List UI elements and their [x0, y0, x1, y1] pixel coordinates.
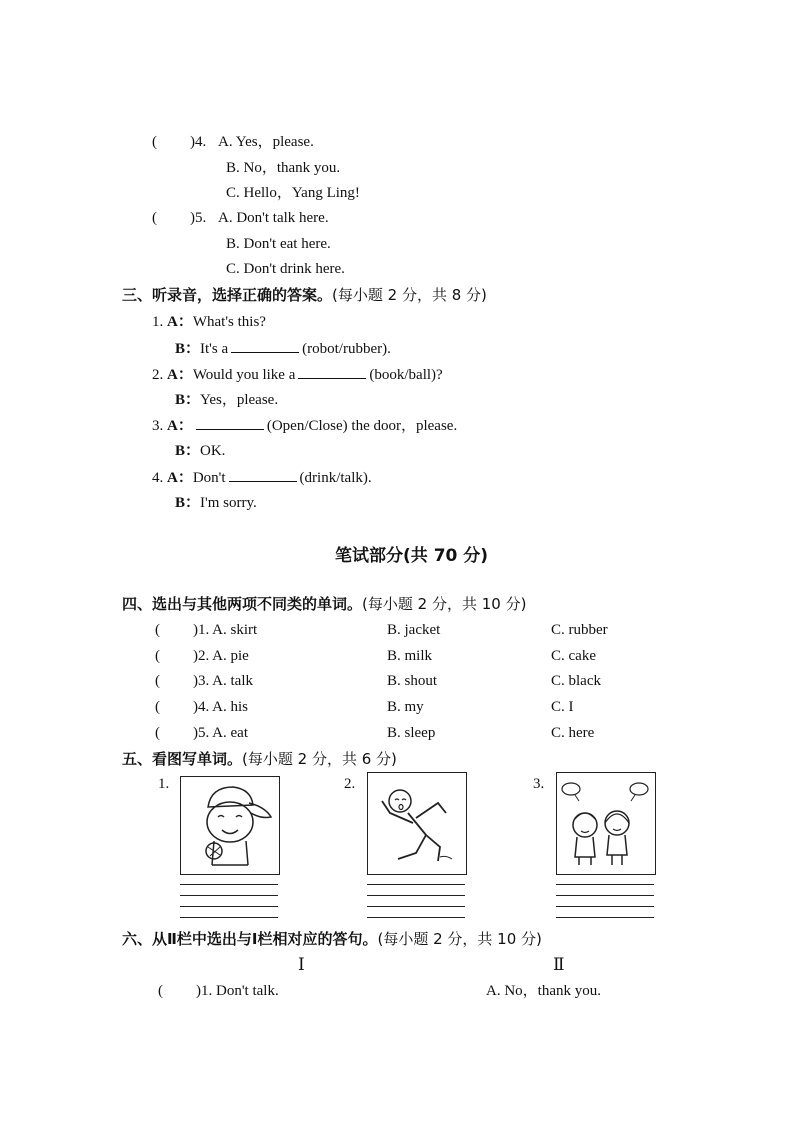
- q4-option-b: B. No，thank you.: [226, 160, 341, 176]
- section6-title: 六、从Ⅱ栏中选出与Ⅰ栏相对应的答句。: [122, 930, 378, 948]
- s6-row1-answer: A. No，thank you.: [486, 983, 601, 999]
- answer-paren[interactable]: (: [152, 134, 157, 150]
- section6-points: (每小题 2 分，共 10 分): [377, 930, 542, 948]
- writing-line[interactable]: [367, 917, 465, 918]
- item-number: 3.: [152, 418, 164, 434]
- answer-paren[interactable]: (: [152, 210, 157, 226]
- question-text: )1. Don't talk.: [196, 983, 279, 999]
- written-part-title: 笔试部分(共 70 分): [335, 546, 489, 566]
- answer-paren[interactable]: (: [155, 725, 160, 741]
- s4-row3-c: C. black: [551, 673, 601, 689]
- q4-row: [152, 132, 314, 152]
- section3-points: (每小题 2 分，共 8 分): [332, 286, 487, 304]
- section4-title: 四、选出与其他两项不同类的单词。: [122, 595, 363, 613]
- s4-row1-b: B. jacket: [387, 622, 441, 638]
- item-number: 2.: [152, 367, 164, 383]
- picture-number-3: 3.: [533, 776, 545, 792]
- dialog-text: (Open/Close) the door，please.: [266, 418, 458, 434]
- s6-row1-q: [158, 981, 279, 1001]
- item-number: 4.: [152, 470, 164, 486]
- q5-row: [152, 208, 329, 228]
- writing-line[interactable]: [367, 895, 465, 896]
- option-a: )2. A. pie: [193, 648, 249, 664]
- writing-line[interactable]: [367, 884, 465, 885]
- s3-item4-b: [175, 493, 257, 513]
- section4-points: (每小题 2 分，共 10 分): [362, 595, 527, 613]
- s3-item4-a: [152, 467, 372, 488]
- q5-option-a: A. Don't talk here.: [218, 210, 329, 226]
- running-man-illustration: [368, 773, 466, 874]
- writing-line[interactable]: [180, 906, 278, 907]
- writing-line[interactable]: [180, 895, 278, 896]
- writing-line[interactable]: [180, 884, 278, 885]
- dialog-text: What's this?: [192, 314, 266, 330]
- s4-row5-b: B. sleep: [387, 725, 436, 741]
- section4-heading: [122, 594, 526, 614]
- picture-boy-with-ball: [180, 776, 280, 875]
- s4-row2-q: [155, 646, 249, 666]
- section5-title: 五、看图写单词。: [122, 750, 243, 768]
- speaker-label: B：: [175, 443, 201, 459]
- picture-running-man: [367, 772, 467, 875]
- answer-blank[interactable]: [231, 338, 299, 353]
- section5-points: (每小题 2 分，共 6 分): [242, 750, 397, 768]
- section3-title: 三、听录音，选择正确的答案。: [122, 286, 333, 304]
- section6-heading: [122, 929, 542, 949]
- q5-number: )5.: [190, 210, 207, 226]
- section3-heading: [122, 285, 487, 305]
- answer-paren[interactable]: (: [155, 622, 160, 638]
- speaker-label: B：: [175, 495, 201, 511]
- answer-paren[interactable]: (: [155, 699, 160, 715]
- s4-row1-q: [155, 620, 257, 640]
- dialog-text: (drink/talk).: [299, 470, 372, 486]
- picture-number-2: 2.: [344, 776, 356, 792]
- s3-item3-b: [175, 441, 225, 461]
- answer-blank[interactable]: [298, 364, 366, 379]
- s4-row3-b: B. shout: [387, 673, 438, 689]
- answer-paren[interactable]: (: [155, 673, 160, 689]
- s3-item1-a: [152, 312, 266, 332]
- speaker-label: A：: [167, 418, 193, 434]
- s4-row2-b: B. milk: [387, 648, 433, 664]
- writing-line[interactable]: [556, 895, 654, 896]
- writing-line[interactable]: [556, 884, 654, 885]
- q5-option-b: B. Don't eat here.: [226, 236, 331, 252]
- s4-row4-c: C. I: [551, 699, 574, 715]
- answer-paren[interactable]: (: [155, 648, 160, 664]
- picture-two-children-talking: [556, 772, 656, 875]
- column-two-header: Ⅱ: [553, 955, 565, 974]
- dialog-text: Yes，please.: [200, 392, 279, 408]
- option-a: )3. A. talk: [193, 673, 253, 689]
- writing-line[interactable]: [180, 917, 278, 918]
- speaker-label: A：: [167, 314, 193, 330]
- answer-paren[interactable]: (: [158, 983, 163, 999]
- q4-option-a: A. Yes，please.: [218, 134, 314, 150]
- s3-item3-a: [152, 415, 457, 436]
- s4-row2-c: C. cake: [551, 648, 596, 664]
- dialog-text: I'm sorry.: [200, 495, 257, 511]
- s4-row5-c: C. here: [551, 725, 595, 741]
- dialog-text: OK.: [200, 443, 226, 459]
- s3-item2-a: [152, 364, 443, 385]
- s3-item2-b: [175, 390, 278, 410]
- s4-row4-b: B. my: [387, 699, 424, 715]
- s4-row5-q: [155, 723, 248, 743]
- dialog-text: (robot/rubber).: [302, 341, 391, 357]
- item-number: 1.: [152, 314, 164, 330]
- section5-heading: [122, 749, 397, 769]
- option-a: )4. A. his: [193, 699, 249, 715]
- answer-blank[interactable]: [229, 467, 297, 482]
- dialog-text: It's a: [200, 341, 229, 357]
- boy-ball-illustration: [181, 777, 279, 874]
- s4-row4-q: [155, 697, 248, 717]
- s4-row3-q: [155, 671, 253, 691]
- option-a: )5. A. eat: [193, 725, 248, 741]
- q4-number: )4.: [190, 134, 207, 150]
- writing-line[interactable]: [556, 906, 654, 907]
- s4-row1-c: C. rubber: [551, 622, 608, 638]
- dialog-text: Would you like a: [192, 367, 296, 383]
- option-a: )1. A. skirt: [193, 622, 258, 638]
- answer-blank[interactable]: [196, 415, 264, 430]
- dialog-text: (book/ball)?: [369, 367, 443, 383]
- column-one-header: Ⅰ: [298, 955, 305, 974]
- speaker-label: B：: [175, 392, 201, 408]
- q4-option-c: C. Hello，Yang Ling!: [226, 185, 360, 201]
- speaker-label: A：: [167, 367, 193, 383]
- writing-line[interactable]: [367, 906, 465, 907]
- writing-line[interactable]: [556, 917, 654, 918]
- dialog-text: Don't: [192, 470, 226, 486]
- s3-item1-b: [175, 338, 391, 359]
- speaker-label: A：: [167, 470, 193, 486]
- q5-option-c: C. Don't drink here.: [226, 261, 345, 277]
- picture-number-1: 1.: [158, 776, 170, 792]
- children-talking-illustration: [557, 773, 655, 874]
- speaker-label: B：: [175, 341, 201, 357]
